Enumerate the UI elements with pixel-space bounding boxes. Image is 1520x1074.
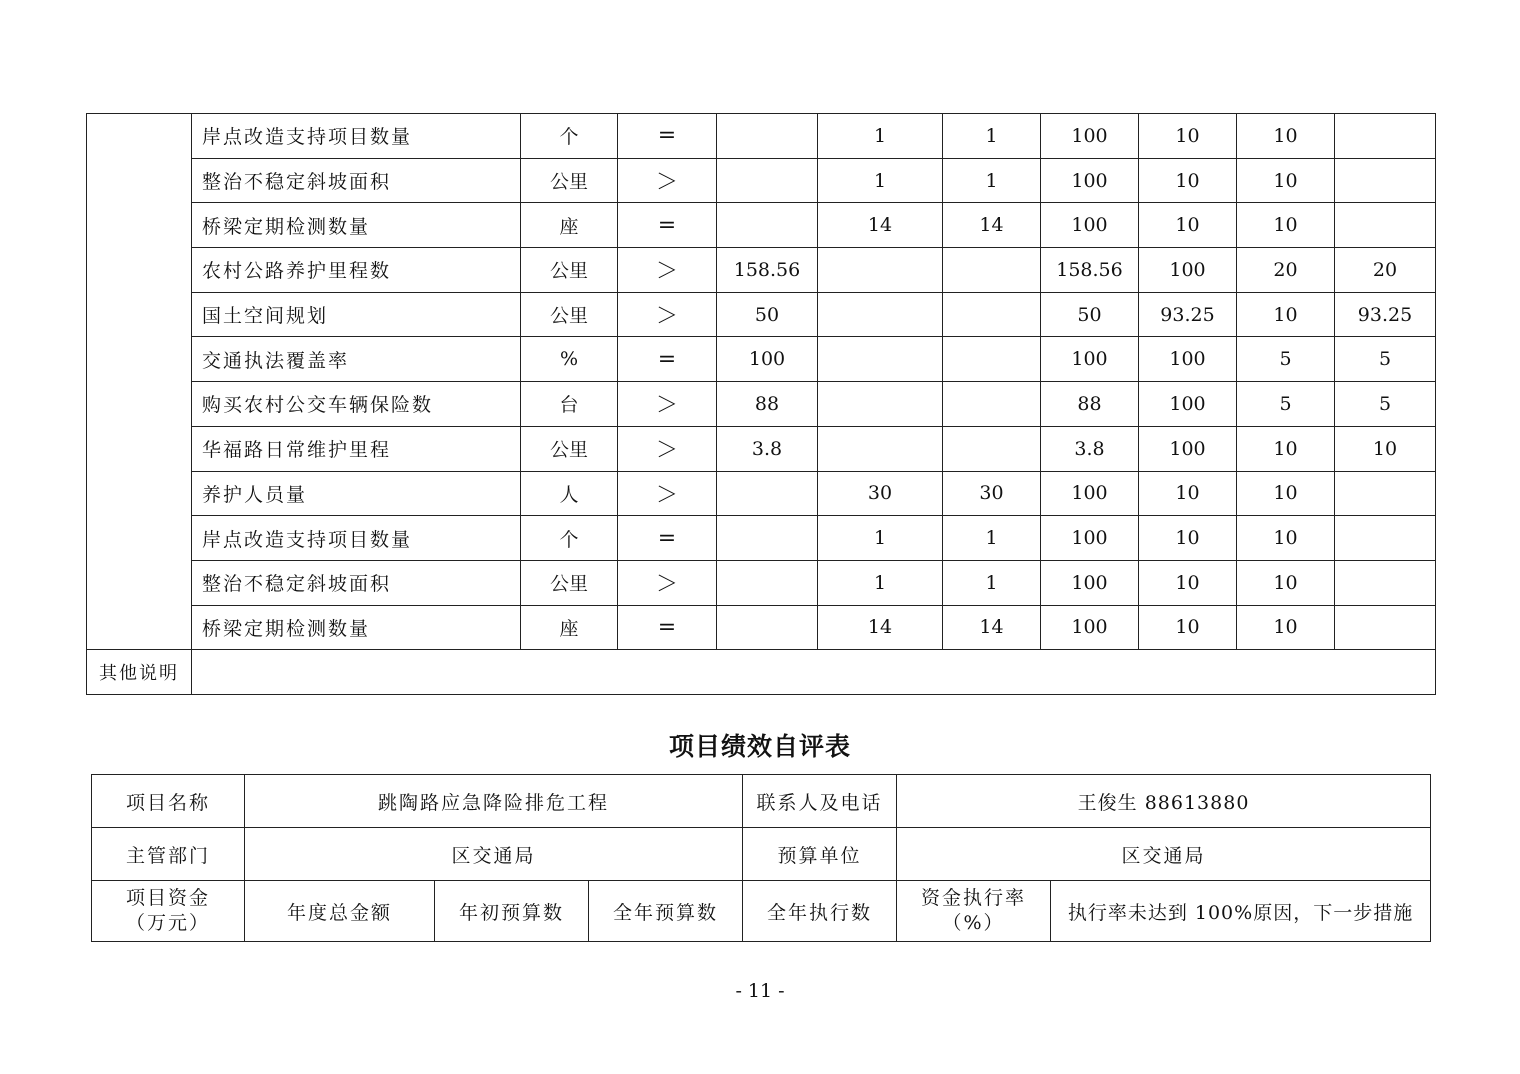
- cell-c5: 10: [1139, 471, 1237, 516]
- cell-c7: 93.25: [1335, 292, 1436, 337]
- cell-name: 桥梁定期检测数量: [192, 605, 521, 650]
- cell-c7: 5: [1335, 337, 1436, 382]
- cell-c3: [943, 248, 1041, 293]
- col-rate: [897, 881, 1051, 942]
- cell-c4: 100: [1041, 471, 1139, 516]
- dept-value: 区交通局: [245, 828, 743, 881]
- table-row: [87, 605, 1436, 650]
- cell-c2: 1: [818, 114, 943, 159]
- cell-c2: [818, 382, 943, 427]
- contact-value: 王俊生 88613880: [897, 775, 1431, 828]
- cell-c7: [1335, 516, 1436, 561]
- cell-c3: 14: [943, 605, 1041, 650]
- table-row: [87, 382, 1436, 427]
- other-notes-label: 其他说明: [87, 650, 192, 695]
- cell-op: ＞: [618, 560, 717, 605]
- cell-name: 国土空间规划: [192, 292, 521, 337]
- cell-c6: 10: [1237, 426, 1335, 471]
- cell-c1: [717, 471, 818, 516]
- table-row: [87, 248, 1436, 293]
- col-exec: 全年执行数: [743, 881, 897, 942]
- cell-op: ＞: [618, 292, 717, 337]
- project-name-label: 项目名称: [92, 775, 245, 828]
- cell-unit: %: [521, 337, 618, 382]
- cell-c7: [1335, 605, 1436, 650]
- cell-name: 岸点改造支持项目数量: [192, 516, 521, 561]
- cell-c5: 93.25: [1139, 292, 1237, 337]
- cell-op: ＞: [618, 471, 717, 516]
- cell-c5: 10: [1139, 605, 1237, 650]
- cell-c6: 10: [1237, 114, 1335, 159]
- cell-c5: 10: [1139, 516, 1237, 561]
- indicator-group-cell: [87, 114, 192, 650]
- cell-c1: [717, 203, 818, 248]
- cell-c1: [717, 516, 818, 561]
- col-reason: 执行率未达到 100%原因，下一步措施: [1051, 881, 1431, 942]
- cell-unit: 公里: [521, 426, 618, 471]
- col-annual: 全年预算数: [589, 881, 743, 942]
- cell-unit: 座: [521, 605, 618, 650]
- eval-row-dept: [92, 828, 1431, 881]
- cell-name: 桥梁定期检测数量: [192, 203, 521, 248]
- cell-c6: 20: [1237, 248, 1335, 293]
- cell-c5: 100: [1139, 248, 1237, 293]
- cell-c3: 1: [943, 158, 1041, 203]
- contact-label: 联系人及电话: [743, 775, 897, 828]
- table-row: [87, 158, 1436, 203]
- cell-op: ＞: [618, 426, 717, 471]
- cell-op: =: [618, 203, 717, 248]
- budget-unit-label: 预算单位: [743, 828, 897, 881]
- cell-name: 购买农村公交车辆保险数: [192, 382, 521, 427]
- cell-c2: [818, 292, 943, 337]
- cell-c1: 50: [717, 292, 818, 337]
- cell-c6: 10: [1237, 203, 1335, 248]
- cell-name: 整治不稳定斜坡面积: [192, 158, 521, 203]
- cell-c4: 158.56: [1041, 248, 1139, 293]
- cell-c6: 10: [1237, 605, 1335, 650]
- cell-c3: [943, 292, 1041, 337]
- project-name-value: 跳陶路应急降险排危工程: [245, 775, 743, 828]
- col-initial: 年初预算数: [435, 881, 589, 942]
- cell-unit: 人: [521, 471, 618, 516]
- cell-c6: 10: [1237, 471, 1335, 516]
- cell-op: ＞: [618, 248, 717, 293]
- cell-c4: 50: [1041, 292, 1139, 337]
- cell-c7: 20: [1335, 248, 1436, 293]
- cell-c3: 1: [943, 516, 1041, 561]
- eval-row-name: [92, 775, 1431, 828]
- cell-c3: [943, 426, 1041, 471]
- cell-c7: [1335, 158, 1436, 203]
- cell-c4: 88: [1041, 382, 1139, 427]
- cell-c2: 1: [818, 560, 943, 605]
- table-row: [87, 426, 1436, 471]
- cell-c5: 10: [1139, 203, 1237, 248]
- cell-c7: [1335, 203, 1436, 248]
- cell-c3: [943, 382, 1041, 427]
- cell-c7: [1335, 560, 1436, 605]
- funds-label-line1: 项目资金: [125, 887, 210, 909]
- table-row: [87, 516, 1436, 561]
- cell-c4: 100: [1041, 158, 1139, 203]
- cell-c6: 10: [1237, 516, 1335, 561]
- table-row: [87, 203, 1436, 248]
- other-notes-value: [192, 650, 1436, 695]
- dept-label: 主管部门: [92, 828, 245, 881]
- cell-c6: 10: [1237, 560, 1335, 605]
- cell-op: =: [618, 114, 717, 159]
- cell-c7: [1335, 471, 1436, 516]
- table-row: [87, 560, 1436, 605]
- table-row: [87, 292, 1436, 337]
- cell-c3: 1: [943, 114, 1041, 159]
- col-rate-line1: 资金执行率: [921, 887, 1027, 909]
- cell-c6: 5: [1237, 337, 1335, 382]
- budget-unit-value: 区交通局: [897, 828, 1431, 881]
- cell-c4: 100: [1041, 516, 1139, 561]
- cell-c1: 3.8: [717, 426, 818, 471]
- cell-op: ＞: [618, 158, 717, 203]
- cell-unit: 公里: [521, 292, 618, 337]
- cell-c2: 1: [818, 158, 943, 203]
- cell-unit: 公里: [521, 158, 618, 203]
- cell-unit: 个: [521, 114, 618, 159]
- eval-table-title: 项目绩效自评表: [668, 732, 851, 761]
- other-notes-row: [87, 650, 1436, 695]
- cell-c7: [1335, 114, 1436, 159]
- cell-c3: [943, 337, 1041, 382]
- cell-name: 交通执法覆盖率: [192, 337, 521, 382]
- cell-c5: 10: [1139, 114, 1237, 159]
- cell-c5: 100: [1139, 382, 1237, 427]
- project-eval-table: [91, 774, 1431, 942]
- page-number: - 11 -: [735, 980, 785, 1002]
- cell-op: =: [618, 337, 717, 382]
- cell-c3: 14: [943, 203, 1041, 248]
- cell-c6: 5: [1237, 382, 1335, 427]
- cell-c3: 1: [943, 560, 1041, 605]
- cell-c4: 100: [1041, 605, 1139, 650]
- funds-label: [92, 881, 245, 942]
- col-total: 年度总金额: [245, 881, 435, 942]
- cell-c7: 10: [1335, 426, 1436, 471]
- cell-c1: [717, 605, 818, 650]
- funds-label-line2: （万元）: [125, 912, 210, 934]
- table-row: [87, 337, 1436, 382]
- cell-c1: 158.56: [717, 248, 818, 293]
- cell-c1: [717, 158, 818, 203]
- cell-c5: 10: [1139, 158, 1237, 203]
- cell-c2: 30: [818, 471, 943, 516]
- eval-row-funds: [92, 881, 1431, 942]
- table-row: [87, 114, 1436, 159]
- cell-op: ＞: [618, 382, 717, 427]
- cell-c1: 88: [717, 382, 818, 427]
- cell-c3: 30: [943, 471, 1041, 516]
- cell-c2: 14: [818, 605, 943, 650]
- cell-name: 农村公路养护里程数: [192, 248, 521, 293]
- cell-c4: 100: [1041, 337, 1139, 382]
- cell-c1: 100: [717, 337, 818, 382]
- cell-unit: 座: [521, 203, 618, 248]
- cell-c7: 5: [1335, 382, 1436, 427]
- cell-c5: 100: [1139, 337, 1237, 382]
- cell-unit: 公里: [521, 560, 618, 605]
- cell-op: =: [618, 605, 717, 650]
- cell-name: 岸点改造支持项目数量: [192, 114, 521, 159]
- indicator-table: [86, 113, 1436, 695]
- table-row: [87, 471, 1436, 516]
- cell-c2: [818, 337, 943, 382]
- cell-unit: 台: [521, 382, 618, 427]
- cell-unit: 公里: [521, 248, 618, 293]
- cell-c4: 100: [1041, 203, 1139, 248]
- col-rate-line2: （%）: [942, 912, 1005, 934]
- cell-c4: 100: [1041, 560, 1139, 605]
- cell-c2: [818, 248, 943, 293]
- cell-unit: 个: [521, 516, 618, 561]
- cell-name: 华福路日常维护里程: [192, 426, 521, 471]
- cell-c5: 100: [1139, 426, 1237, 471]
- cell-c1: [717, 114, 818, 159]
- cell-c2: 1: [818, 516, 943, 561]
- cell-c2: [818, 426, 943, 471]
- cell-op: =: [618, 516, 717, 561]
- cell-name: 养护人员量: [192, 471, 521, 516]
- cell-c6: 10: [1237, 292, 1335, 337]
- cell-c5: 10: [1139, 560, 1237, 605]
- cell-c4: 3.8: [1041, 426, 1139, 471]
- cell-name: 整治不稳定斜坡面积: [192, 560, 521, 605]
- cell-c6: 10: [1237, 158, 1335, 203]
- cell-c2: 14: [818, 203, 943, 248]
- cell-c4: 100: [1041, 114, 1139, 159]
- cell-c1: [717, 560, 818, 605]
